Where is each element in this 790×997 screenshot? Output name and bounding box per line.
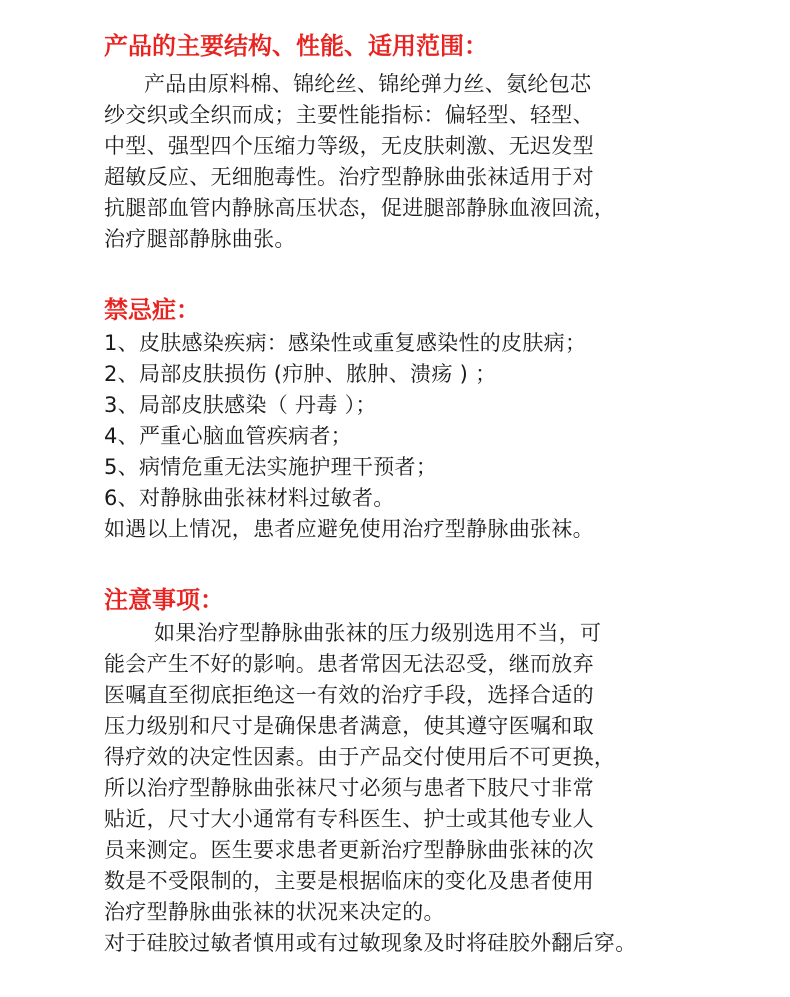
paragraph-line: 对于硅胶过敏者慎用或有过敏现象及时将硅胶外翻后穿。 xyxy=(104,931,637,955)
list-item: 4、严重心脑血管疾病者； xyxy=(104,424,352,448)
paragraph-line: 抗腿部血管内静脉高压状态，促进腿部静脉血液回流， xyxy=(104,196,616,220)
list-item: 2、局部皮肤损伤 (疖肿、脓肿、溃疡 ) ； xyxy=(104,362,497,386)
list-item: 1、皮肤感染疾病：感染性或重复感染性的皮肤病； xyxy=(104,331,587,355)
paragraph-line: 数是不受限制的，主要是根据临床的变化及患者使用 xyxy=(104,869,594,893)
paragraph-line: 产品由原料棉、锦纶丝、锦纶弹力丝、氨纶包芯 xyxy=(144,72,592,96)
paragraph-line: 员来测定。医生要求患者更新治疗型静脉曲张袜的次 xyxy=(104,838,594,862)
paragraph-line: 治疗型静脉曲张袜的状况来决定的。 xyxy=(104,900,445,924)
section-heading-structure: 产品的主要结构、性能、适用范围： xyxy=(104,32,488,60)
paragraph-line: 如遇以上情况，患者应避免使用治疗型静脉曲张袜。 xyxy=(104,517,594,541)
paragraph-line: 所以治疗型静脉曲张袜尺寸必须与患者下肢尺寸非常 xyxy=(104,776,594,800)
paragraph-line: 贴近，尺寸大小通常有专科医生、护士或其他专业人 xyxy=(104,807,594,831)
section-contraindications xyxy=(104,292,764,545)
paragraph-line: 中型、强型四个压缩力等级，无皮肤刺激、无迟发型 xyxy=(104,134,594,158)
paragraph-line: 如果治疗型静脉曲张袜的压力级别选用不当，可 xyxy=(154,621,602,645)
paragraph-line: 超敏反应、无细胞毒性。治疗型静脉曲张袜适用于对 xyxy=(104,165,594,189)
paragraph-line: 压力级别和尺寸是确保患者满意，使其遵守医嘱和取 xyxy=(104,714,594,738)
section-heading-contraindications: 禁忌症： xyxy=(104,296,200,324)
list-item: 5、病情危重无法实施护理干预者； xyxy=(104,455,438,479)
paragraph-line: 纱交织或全织而成；主要性能指标：偏轻型、轻型、 xyxy=(104,103,594,127)
document-body xyxy=(104,28,764,959)
paragraph-line: 能会产生不好的影响。患者常因无法忍受，继而放弃 xyxy=(104,652,594,676)
section-precautions xyxy=(104,582,764,959)
list-item: 3、局部皮肤感染（ 丹毒 ）； xyxy=(104,393,377,417)
section-heading-precautions: 注意事项： xyxy=(104,586,224,614)
paragraph-line: 医嘱直至彻底拒绝这一有效的治疗手段，选择合适的 xyxy=(104,683,594,707)
list-item: 6、对静脉曲张袜材料过敏者。 xyxy=(104,486,395,510)
section-structure-performance xyxy=(104,28,764,255)
paragraph-line: 治疗腿部静脉曲张。 xyxy=(104,227,296,251)
paragraph-line: 得疗效的决定性因素。由于产品交付使用后不可更换， xyxy=(104,745,616,769)
